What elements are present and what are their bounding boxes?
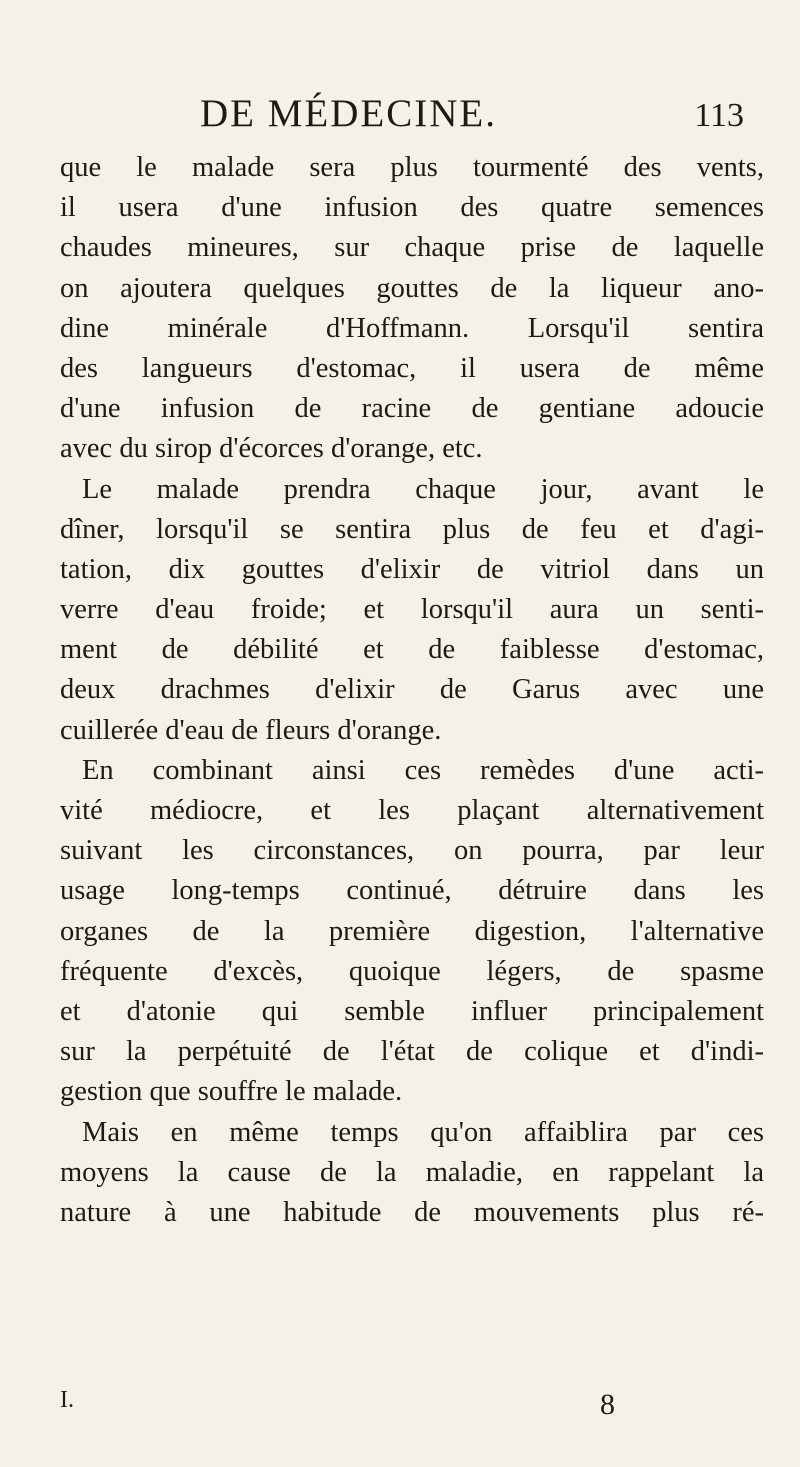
text-line: cuillerée d'eau de fleurs d'orange. <box>60 714 442 746</box>
text-line: En combinant ainsi ces remèdes d'une acti- <box>82 754 764 786</box>
text-line: Mais en même temps qu'on affaiblira par ces <box>82 1116 764 1148</box>
body-text <box>60 148 764 1233</box>
text-line: ment de débilité et de faiblesse d'estomac, <box>60 634 764 666</box>
text-line: sur la perpétuité de l'état de colique et d'indi- <box>60 1036 764 1068</box>
text-line: il usera d'une infusion des quatre semences <box>60 192 764 224</box>
text-line: verre d'eau froide; et lorsqu'il aura un senti- <box>60 594 764 626</box>
text-line: d'une infusion de racine de gentiane adoucie <box>60 393 764 425</box>
text-line: chaudes mineures, sur chaque prise de laquelle <box>60 232 764 264</box>
text-line: avec du sirop d'écorces d'orange, etc. <box>60 433 483 465</box>
running-title: DE MÉDECINE. <box>200 92 497 135</box>
text-line: tation, dix gouttes d'elixir de vitriol dans un <box>60 553 764 585</box>
text-line: usage long-temps continué, détruire dans les <box>60 875 764 907</box>
text-line: moyens la cause de la maladie, en rappelant la <box>60 1156 764 1188</box>
text-line: nature à une habitude de mouvements plus ré- <box>60 1196 764 1228</box>
text-line: Le malade prendra chaque jour, avant le <box>82 473 764 505</box>
text-line: gestion que souffre le malade. <box>60 1076 403 1108</box>
text-line: des langueurs d'estomac, il usera de même <box>60 352 764 384</box>
text-line: suivant les circonstances, on pourra, par leur <box>60 835 764 867</box>
text-line: dine minérale d'Hoffmann. Lorsqu'il sentira <box>60 312 764 344</box>
page-number: 113 <box>694 97 744 134</box>
text-line: et d'atonie qui semble influer principalement <box>60 995 764 1027</box>
text-line: vité médiocre, et les plaçant alternativement <box>60 795 764 826</box>
page-header <box>60 92 760 136</box>
page-footer <box>60 1385 764 1421</box>
gathering-number: 8 <box>600 1388 615 1421</box>
text-line: que le malade sera plus tourmenté des vents, <box>60 152 764 183</box>
text-line: on ajoutera quelques gouttes de la liqueur ano- <box>60 272 764 304</box>
signature-mark: I. <box>60 1387 74 1413</box>
text-line: fréquente d'excès, quoique légers, de spasme <box>60 955 764 987</box>
text-line: deux drachmes d'elixir de Garus avec une <box>60 674 764 706</box>
text-line: organes de la première digestion, l'alternative <box>60 915 764 947</box>
text-line: dîner, lorsqu'il se sentira plus de feu et d'agi- <box>60 513 764 545</box>
